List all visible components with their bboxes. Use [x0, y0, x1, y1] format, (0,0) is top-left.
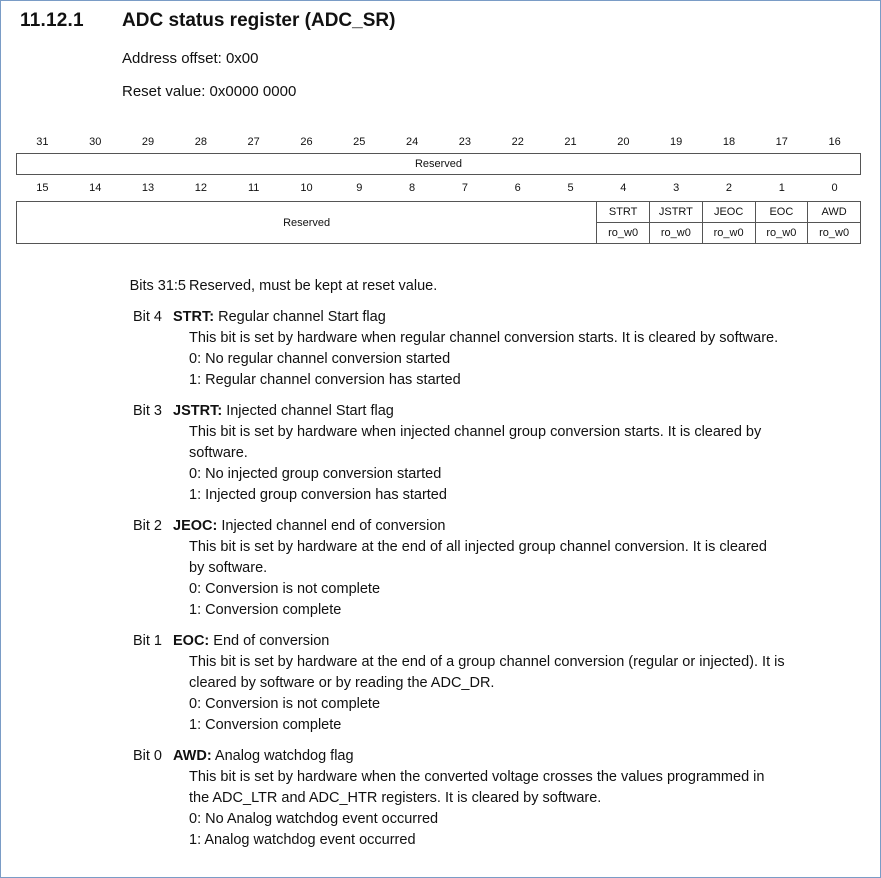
bit-number: 23	[458, 136, 472, 148]
bit-number: 30	[89, 136, 102, 148]
bit-number: 27	[247, 136, 260, 148]
bit-number: 1	[778, 182, 785, 194]
bit-text-line: cleared by software or by reading the ADC_DR.	[189, 675, 495, 691]
bit-number: 18	[722, 136, 736, 148]
bit-number: 16	[828, 136, 841, 148]
bit-number: 0	[831, 182, 838, 194]
field-access-jeoc: ro_w0	[702, 223, 755, 244]
bit-text-line: This bit is set by hardware when the converted voltage crosses the values programmed in	[189, 769, 765, 785]
bit-label: Bit 1	[132, 633, 162, 649]
low-register-rows	[16, 201, 861, 244]
bit-number: 8	[409, 182, 416, 194]
bit-field-name: JSTRT:	[173, 403, 223, 419]
bit-text-line: software.	[189, 445, 248, 461]
bit-heading	[173, 307, 386, 328]
bit-number: 12	[194, 182, 207, 194]
bit-text-line: 1: Regular channel conversion has started	[189, 372, 461, 388]
address-offset: Address offset: 0x00	[122, 50, 259, 67]
field-name-strt: STRT	[597, 202, 650, 223]
bit-heading	[173, 516, 445, 537]
bit-description	[0, 401, 881, 506]
field-access-awd: ro_w0	[808, 223, 861, 244]
bit-number: 9	[356, 182, 363, 194]
bit-description	[0, 631, 881, 736]
bit-text-line: 0: No injected group conversion started	[189, 466, 442, 482]
bit-text-line: 0: No regular channel conversion started	[189, 351, 451, 367]
bit-text-line: 1: Conversion complete	[189, 717, 342, 733]
high-reserved-cell: Reserved	[17, 154, 861, 175]
bit-number: 14	[89, 182, 102, 194]
field-name-awd: AWD	[808, 202, 861, 223]
bit-number: 11	[247, 182, 260, 194]
bit-field-title: Injected channel Start flag	[226, 403, 394, 419]
bit-text-line: 1: Injected group conversion has started	[189, 487, 447, 503]
bit-number: 29	[141, 136, 155, 148]
bit-number: 22	[511, 136, 524, 148]
bit-text-line: 1: Conversion complete	[189, 602, 342, 618]
bit-field-name: STRT:	[173, 309, 215, 325]
bit-number: 10	[300, 182, 313, 194]
bit-number: 2	[725, 182, 733, 194]
bit-number: 3	[673, 182, 680, 194]
field-access-jstrt: ro_w0	[650, 223, 703, 244]
bit-number: 26	[300, 136, 313, 148]
bit-list	[0, 307, 881, 851]
bit-text-line: This bit is set by hardware at the end of a group channel conversion (regular or injected). It is	[189, 654, 785, 670]
field-name-jeoc: JEOC	[702, 202, 755, 223]
low-bit-numbers	[16, 178, 861, 198]
bit-number: 24	[405, 136, 419, 148]
bit-field-title: Analog watchdog flag	[214, 748, 354, 764]
bit-text-line: This bit is set by hardware at the end of all injected group channel conversion. It is cleared	[189, 539, 767, 555]
low-reserved-cell: Reserved	[17, 202, 597, 244]
bit-number: 20	[617, 136, 630, 148]
bit-number: 7	[461, 182, 468, 194]
bit-text-line: This bit is set by hardware when injected channel group conversion starts. It is cleared by	[189, 424, 762, 440]
field-name-jstrt: JSTRT	[650, 202, 703, 223]
bit-field-title: Regular channel Start flag	[218, 309, 386, 325]
high-bit-numbers	[16, 132, 861, 152]
bit-description	[0, 516, 881, 621]
reserved-description	[0, 276, 881, 297]
bit-heading	[173, 746, 354, 767]
bit-text-line: 0: No Analog watchdog event occurred	[189, 811, 439, 827]
bit-label: Bit 3	[132, 403, 162, 419]
bit-field-name: AWD:	[173, 748, 212, 764]
reserved-text: Reserved, must be kept at reset value.	[189, 278, 438, 294]
bit-number: 19	[670, 136, 683, 148]
reset-value: Reset value: 0x0000 0000	[122, 83, 297, 100]
bit-text-line: This bit is set by hardware when regular channel conversion starts. It is cleared by software.	[189, 330, 779, 346]
high-register-row	[16, 153, 861, 175]
field-name-eoc: EOC	[755, 202, 808, 223]
bit-number: 4	[620, 182, 627, 194]
bit-field-title: End of conversion	[213, 633, 330, 649]
bit-number: 15	[36, 182, 49, 194]
bit-text-line: 0: Conversion is not complete	[189, 581, 381, 597]
bit-label: Bit 0	[132, 748, 162, 764]
bit-text-line: 0: Conversion is not complete	[189, 696, 381, 712]
bit-number: 21	[564, 136, 577, 148]
section-title: ADC status register (ADC_SR)	[122, 10, 396, 31]
bit-field-name: EOC:	[173, 633, 210, 649]
bit-number: 28	[194, 136, 207, 148]
bit-number: 5	[567, 182, 574, 194]
bit-description	[0, 307, 881, 391]
bit-text-line: the ADC_LTR and ADC_HTR registers. It is cleared by software.	[189, 790, 602, 806]
bit-heading	[173, 631, 329, 652]
bit-field-name: JEOC:	[173, 518, 218, 534]
bit-number: 31	[36, 136, 49, 148]
bit-text-line: by software.	[189, 560, 268, 576]
reserved-bits-label: Bits 31:5	[129, 278, 186, 294]
bit-number: 6	[514, 182, 521, 194]
bit-label: Bit 4	[132, 309, 162, 325]
bit-label: Bit 2	[132, 518, 162, 534]
field-access-eoc: ro_w0	[755, 223, 808, 244]
bit-text-line: 1: Analog watchdog event occurred	[189, 832, 416, 848]
bit-number: 17	[775, 136, 788, 148]
section-number: 11.12.1	[20, 10, 84, 31]
bit-description	[0, 746, 881, 851]
field-access-strt: ro_w0	[597, 223, 650, 244]
bit-heading	[173, 401, 394, 422]
bit-number: 13	[141, 182, 155, 194]
bit-descriptions	[0, 276, 881, 851]
bit-field-title: Injected channel end of conversion	[221, 518, 446, 534]
bit-number: 25	[353, 136, 366, 148]
